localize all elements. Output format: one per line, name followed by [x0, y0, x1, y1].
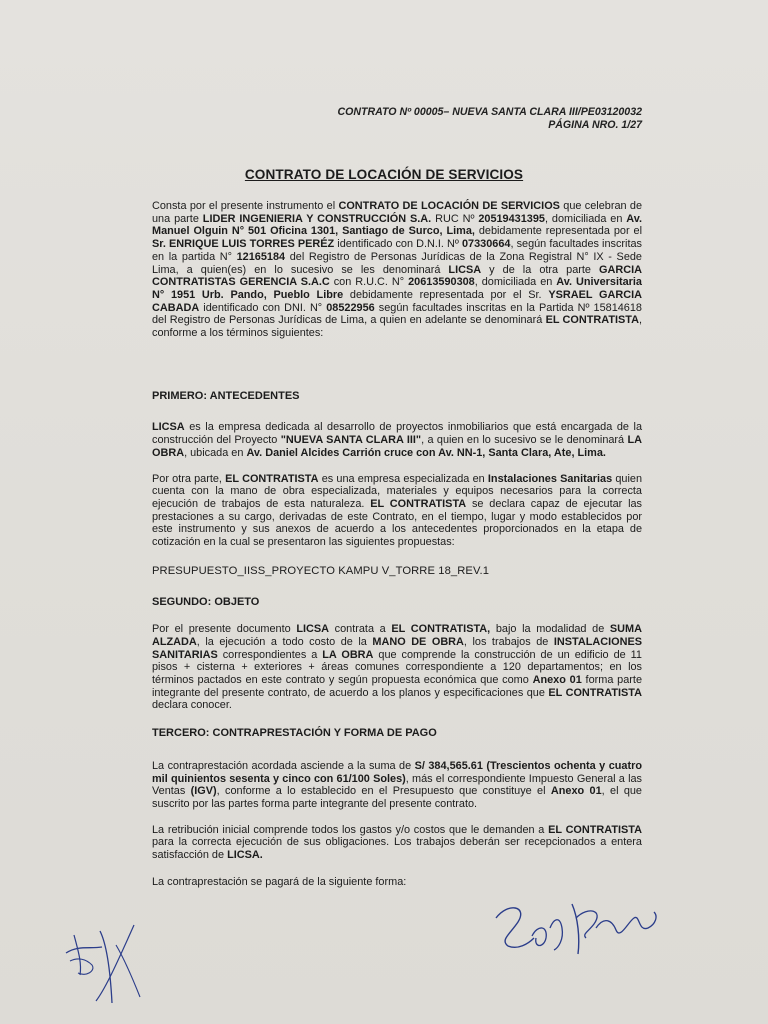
text-run: S/ 384,565.61 (Trescientos ochenta y cuatro mil quinientos sesenta y cinco con 61/100 Soles) — [152, 759, 642, 785]
text-run: "NUEVA SANTA CLARA III" — [280, 434, 422, 447]
text-run: LICSA — [448, 263, 482, 276]
budget-reference: PRESUPUESTO_IISS_PROYECTO KAMPU V_TORRE 18_REV.1 — [152, 564, 490, 577]
left-signature — [56, 905, 176, 1015]
text-run: GARCIA CONTRATISTAS GERENCIA S.A.C — [152, 263, 642, 289]
text-run: declara conocer. — [152, 699, 232, 712]
right-signature — [488, 888, 668, 978]
text-run: LICSA — [152, 421, 185, 434]
text-run: INSTALACIONES SANITARIAS — [152, 635, 642, 661]
section-heading-segundo: SEGUNDO: OBJETO — [152, 596, 260, 609]
text-run: 08522956 — [326, 301, 375, 314]
contraprestacion-paragraph-1 — [152, 760, 642, 811]
text-run: EL CONTRATISTA — [370, 497, 467, 510]
text-run: Anexo 01 — [532, 673, 582, 686]
text-run: LICSA. — [227, 849, 263, 862]
text-run: , según facultades inscritas en la partida N° — [152, 238, 642, 263]
text-run: identificado con D.N.I. Nº — [334, 238, 462, 251]
text-run: forma parte integrante del presente contrato, de acuerdo a los planos y especificaciones que — [152, 673, 642, 699]
text-run: LA OBRA — [152, 434, 643, 459]
text-run: que comprende la construcción de un edificio de 11 pisos + cisterna + exteriores + áreas comunes correspondiente a 120 departamentos; en los términos pactados en este contrato y según propuesta económica que como — [152, 648, 642, 686]
text-run: , el que suscrito por las partes forma parte integrante del presente contrato. — [152, 785, 642, 810]
text-run: y de la otra parte — [481, 263, 600, 276]
text-run: con R.U.C. N° — [329, 276, 409, 289]
text-run: CONTRATO DE LOCACIÓN DE SERVICIOS — [338, 200, 560, 212]
text-run: , más el correspondiente Impuesto General a las Ventas — [152, 772, 642, 798]
section-heading-tercero: TERCERO: CONTRAPRESTACIÓN Y FORMA DE PAGO — [152, 727, 437, 740]
text-run: Sr. ENRIQUE LUIS TORRES PERÉZ — [152, 238, 335, 251]
text-run: quien cuenta con la mano de obra especializada, materiales y equipos necesarios para la correcta ejecución de trabajos de esta naturaleza. — [152, 472, 643, 510]
text-run: , domiciliada en — [544, 212, 627, 225]
text-run: Anexo 01 — [550, 785, 602, 798]
text-run: MANO DE OBRA — [372, 635, 464, 648]
objeto-paragraph — [152, 623, 642, 712]
document-body — [152, 200, 642, 888]
antecedentes-paragraph-1 — [152, 421, 642, 459]
text-run: correspondientes a — [217, 648, 323, 661]
text-run: Consta por el presente instrumento el — [152, 200, 339, 212]
text-run: identificado con DNI. N° — [199, 301, 327, 314]
text-run: del Registro de Personas Jurídicas de la Zona Registral N° IX - Sede Lima, a quien(es) en lo sucesivo se les denominará — [152, 250, 642, 276]
text-run: , conforme a lo establecido en el Presupuesto que constituye el — [216, 785, 551, 798]
text-run: debidamente representada por el Sr. — [343, 288, 549, 301]
text-run: (IGV) — [190, 785, 217, 798]
contraprestacion-paragraph-3: La contraprestación se pagará de la siguiente forma: — [152, 875, 407, 888]
text-run: , los trabajos de — [463, 635, 554, 648]
text-run: Instalaciones Sanitarias — [487, 472, 613, 485]
text-run: , domiciliada en — [474, 276, 557, 289]
text-run: Av. Universitaria N° 1951 Urb. Pando, Pueblo Libre — [152, 276, 642, 301]
text-run: La retribución inicial comprende todos los gastos y/o costos que le demanden a — [152, 823, 549, 836]
text-run: LA OBRA — [322, 648, 374, 661]
contraprestacion-paragraph-2 — [152, 824, 642, 862]
page-number: PÁGINA NRO. 1/27 — [548, 119, 642, 131]
text-run: EL CONTRATISTA, — [391, 623, 491, 636]
text-run: 20613590308 — [408, 276, 475, 289]
text-run: La contraprestación acordada asciende a la suma de — [152, 759, 415, 772]
text-run: EL CONTRATISTA — [548, 823, 642, 836]
section-heading-primero: PRIMERO: ANTECEDENTES — [152, 389, 300, 402]
text-run: LIDER INGENIERIA Y CONSTRUCCIÓN S.A. — [202, 212, 432, 225]
text-run: RUC Nº — [431, 212, 479, 225]
project-code: – NUEVA SANTA CLARA III/PE03120032 — [443, 106, 642, 118]
antecedentes-paragraph-2 — [152, 473, 642, 549]
document-title: CONTRATO DE LOCACIÓN DE SERVICIOS — [244, 167, 524, 182]
text-run: debidamente representada por el — [474, 225, 642, 238]
text-run: Av. Manuel Olguin N° 501 Oficina 1301, Santiago de Surco, Lima, — [152, 212, 643, 238]
text-run: 07330664 — [461, 238, 511, 251]
text-run: , ubicada en — [184, 446, 247, 459]
text-run: que celebran de una parte — [152, 200, 643, 225]
text-run: bajo la modalidad de — [490, 623, 610, 636]
contract-number: CONTRATO Nº 00005 — [337, 106, 444, 118]
text-run: es la empresa dedicada al desarrollo de proyectos inmobiliarios que está encargada de la construcción del Proyecto — [152, 421, 642, 447]
intro-paragraph — [152, 200, 642, 340]
text-run: EL CONTRATISTA — [548, 686, 643, 699]
text-run: YSRAEL GARCIA CABADA — [152, 288, 642, 314]
text-run: EL CONTRATISTA — [225, 472, 319, 485]
text-run: se declara capaz de ejecutar las prestaciones a su cargo, derivadas de este Contrato, en el tiempo, lugar y modo establecidos por este instrumento y sus anexos de acuerdo a los antecedentes proporcionados en la etapa de cotización en la cual se presentaron las siguientes propuestas: — [152, 497, 642, 549]
text-run: Por otra parte, — [152, 472, 226, 485]
text-run: contrata a — [329, 623, 392, 636]
text-run: EL CONTRATISTA — [545, 314, 639, 327]
text-run: , a quien en lo sucesivo se le denominará — [421, 434, 628, 447]
text-run: , la ejecución a todo costo de la — [196, 635, 373, 648]
text-run: Av. Daniel Alcides Carrión cruce con Av. NN-1, Santa Clara, Ate, Lima. — [246, 446, 606, 459]
text-run: para la correcta ejecución de sus obligaciones. Los trabajos deberán ser recepcionados a entera satisfacción de — [152, 836, 642, 862]
text-run: según facultades inscritas en la Partida Nº 15814618 del Registro de Personas Jurídicas de Lima, a quien en adelante se denominará — [152, 301, 642, 327]
text-run: 20519431395 — [478, 212, 545, 225]
contract-number-line — [337, 106, 642, 119]
text-run: es una empresa especializada en — [318, 472, 488, 485]
document-header — [337, 106, 642, 132]
text-run: LICSA — [296, 623, 329, 636]
text-run: SUMA ALZADA — [152, 623, 642, 648]
text-run: 12165184 — [236, 250, 286, 263]
text-run: , conforme a los términos siguientes: — [152, 314, 642, 340]
text-run: Por el presente documento — [152, 623, 297, 636]
